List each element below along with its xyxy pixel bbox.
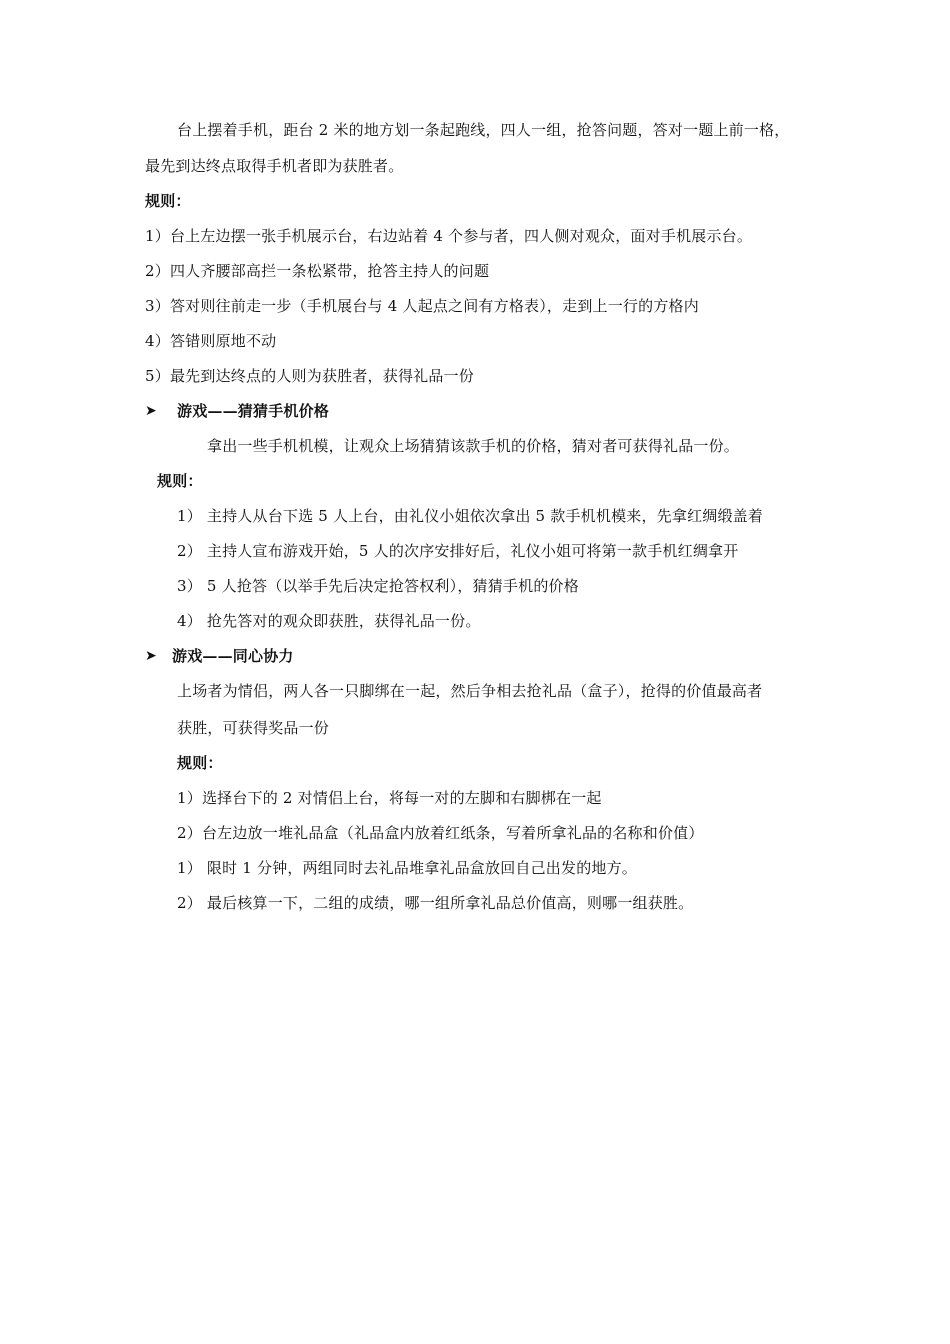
section1-rules-heading: 规则： (145, 192, 191, 210)
section3-rule-3: 1） 限时 1 分钟，两组同时去礼品堆拿礼品盒放回自己出发的地方。 (177, 859, 637, 877)
section2-rule-2: 2） 主持人宣布游戏开始，5 人的次序安排好后，礼仪小姐可将第一款手机红绸拿开 (177, 542, 739, 560)
section1-intro-line1: 台上摆着手机，距台 2 米的地方划一条起跑线，四人一组，抢答问题，答对一题上前一格， (177, 121, 790, 139)
section3-rule-4: 2） 最后核算一下，二组的成绩，哪一组所拿礼品总价值高，则哪一组获胜。 (177, 894, 694, 912)
section1-rule-4: 4）答错则原地不动 (145, 332, 277, 350)
section2-heading: 游戏——猜猜手机价格 (177, 402, 330, 420)
section2-rule-1: 1） 主持人从台下选 5 人上台，由礼仪小姐依次拿出 5 款手机机模来，先拿红绸缎盖着 (177, 507, 764, 525)
section3-rules-heading: 规则： (177, 754, 223, 772)
section1-intro-line2: 最先到达终点取得手机者即为获胜者。 (145, 157, 404, 175)
section2-rules-heading: 规则： (157, 472, 203, 490)
section1-rule-2: 2）四人齐腰部高拦一条松紧带，抢答主持人的问题 (145, 262, 490, 280)
arrow-bullet-icon: ➤ (145, 403, 157, 419)
arrow-bullet-icon: ➤ (145, 648, 157, 664)
section3-intro-line1: 上场者为情侣，两人各一只脚绑在一起，然后争相去抢礼品（盒子），抢得的价值最高者 (177, 682, 763, 700)
section1-rule-1: 1）台上左边摆一张手机展示台，右边站着 4 个参与者，四人侧对观众，面对手机展示台。 (145, 227, 753, 245)
section2-rule-4: 4） 抢先答对的观众即获胜，获得礼品一份。 (177, 612, 481, 630)
section3-intro-line2: 获胜，可获得奖品一份 (177, 719, 330, 737)
section2-rule-3: 3） 5 人抢答（以举手先后决定抢答权利），猜猜手机的价格 (177, 577, 579, 595)
section3-rule-2: 2）台左边放一堆礼品盒（礼品盒内放着红纸条，写着所拿礼品的名称和价值） (177, 824, 704, 842)
section3-rule-1: 1）选择台下的 2 对情侣上台，将每一对的左脚和右脚梆在一起 (177, 789, 602, 807)
section2-intro: 拿出一些手机机模，让观众上场猜猜该款手机的价格，猜对者可获得礼品一份。 (207, 437, 740, 455)
section1-rule-5: 5）最先到达终点的人则为获胜者，获得礼品一份 (145, 367, 474, 385)
section3-heading: 游戏——同心协力 (172, 647, 294, 665)
section1-rule-3: 3）答对则往前走一步（手机展台与 4 人起点之间有方格表），走到上一行的方格内 (145, 297, 699, 315)
